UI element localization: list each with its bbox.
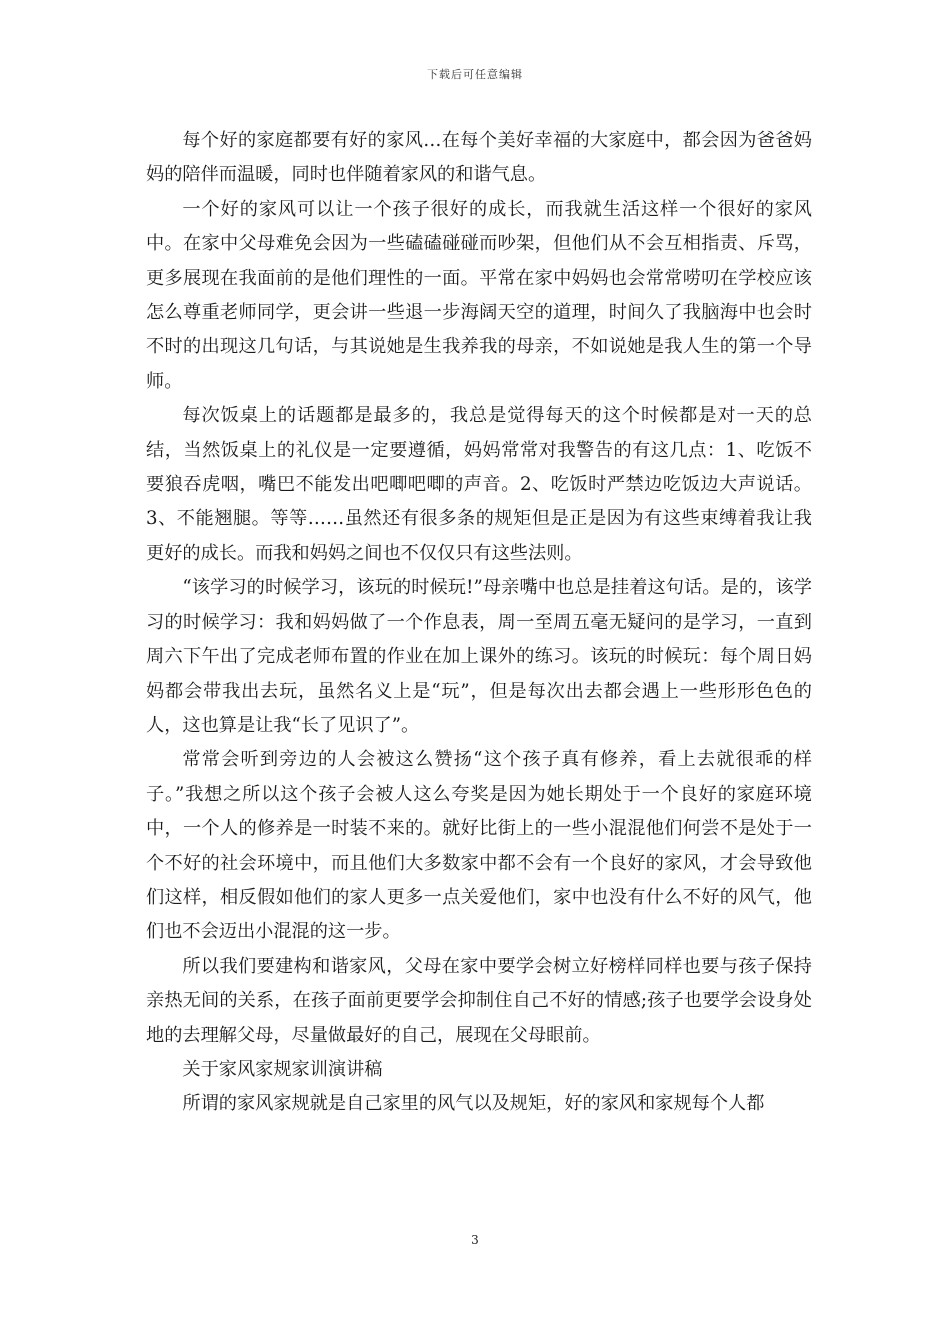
- paragraph-6: 所以我们要建构和谐家风，父母在家中要学会树立好榜样同样也要与孩子保持亲热无间的关系，在孩子面前更要学会抑制住自己不好的情感;孩子也要学会设身处地的去理解父母，尽量做最好的自己，展现在父母眼前。: [146, 955, 812, 1046]
- section-title: 关于家风家规家训演讲稿: [182, 1058, 383, 1080]
- page-number: 3: [471, 1233, 479, 1247]
- paragraph-3: 每次饭桌上的话题都是最多的，我总是觉得每天的这个时候都是对一天的总结，当然饭桌上的礼仪是一定要遵循，妈妈常常对我警告的有这几点：1、吃饭不要狼吞虎咽，嘴巴不能发出吧唧吧唧的声音。2、吃饭时严禁边吃饭边大声说话。3、不能翘腿。等等……虽然还有很多条的规矩但是正是因为有这些束缚着我让我更好的成长。而我和妈妈之间也不仅仅只有这些法则。: [146, 405, 812, 564]
- paragraph-2: 一个好的家风可以让一个孩子很好的成长，而我就生活这样一个很好的家风中。在家中父母难免会因为一些磕磕碰碰而吵架，但他们从不会互相指责、斥骂，更多展现在我面前的是他们理性的一面。平常在家中妈妈也会常常唠叨在学校应该怎么尊重老师同学，更会讲一些退一步海阔天空的道理，时间久了我脑海中也会时不时的出现这几句话，与其说她是生我养我的母亲，不如说她是我人生的第一个导师。: [146, 198, 812, 392]
- paragraph-1: 每个好的家庭都要有好的家风…在每个美好幸福的大家庭中，都会因为爸爸妈妈的陪伴而温暖，同时也伴随着家风的和谐气息。: [146, 130, 812, 186]
- paragraph-5: 常常会听到旁边的人会被这么赞扬“这个孩子真有修养，看上去就很乖的样子。”我想之所以这个孩子会被人这么夸奖是因为她长期处于一个良好的家庭环境中，一个人的修养是一时装不来的。就好比街上的一些小混混他们何尝不是处于一个不好的社会环境中，而且他们大多数家中都不会有一个良好的家风，才会导致他们这样，相反假如他们的家人更多一点关爱他们，家中也没有什么不好的风气，他们也不会迈出小混混的这一步。: [146, 749, 812, 943]
- paragraph-final: 所谓的家风家规就是自己家里的风气以及规矩，好的家风和家规每个人都: [182, 1093, 765, 1115]
- document-body: [146, 124, 812, 1122]
- paragraph-4: “该学习的时候学习，该玩的时候玩!”母亲嘴中也总是挂着这句话。是的，该学习的时候学习：我和妈妈做了一个作息表，周一至周五毫无疑问的是学习，一直到周六下午出了完成老师布置的作业在加上课外的练习。该玩的时候玩：每个周日妈妈都会带我出去玩，虽然名义上是“玩”，但是每次出去都会遇上一些形形色色的人，这也算是让我“长了见识了”。: [146, 577, 812, 736]
- page-header: 下载后可任意编辑: [427, 68, 523, 81]
